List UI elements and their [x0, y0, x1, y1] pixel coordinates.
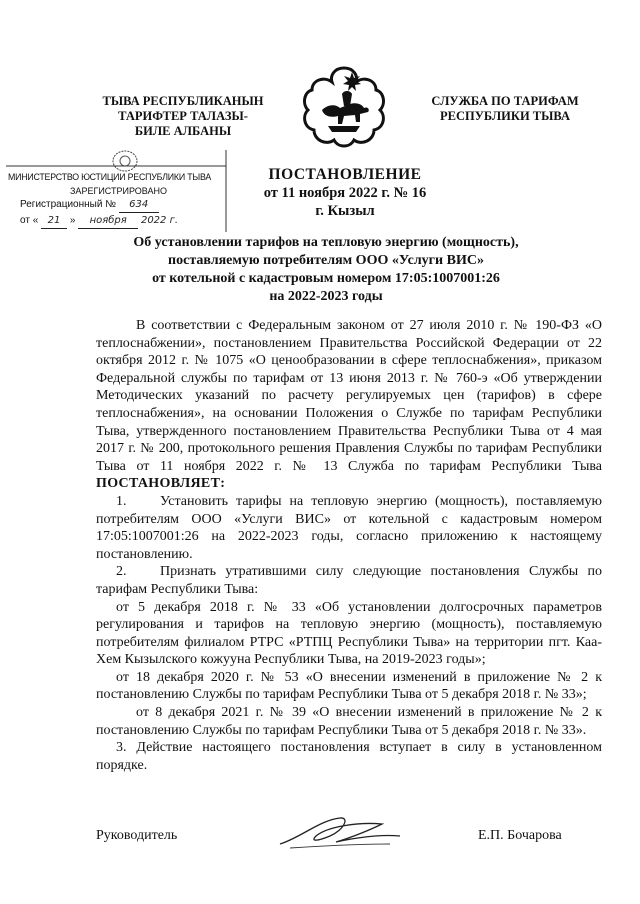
signature-icon [270, 808, 410, 854]
item-2 [96, 563, 602, 598]
header-left-line: БИЛЕ АЛБАНЫ [134, 124, 232, 138]
preamble-paragraph [96, 317, 602, 493]
stamp-reg-line [20, 198, 159, 213]
stamp-date-month: ноября [78, 214, 138, 229]
item-2-sub-2: от 18 декабря 2020 г. № 53 «О внесении изменений в приложение № 2 к постановлению Службы по тарифам Республики Тыва от 5 декабря 2018 г. № 33»; [96, 669, 602, 703]
decree-date: от 11 ноября 2022 г. № 16 [263, 185, 427, 201]
item-1 [96, 493, 602, 563]
stamp-seal-icon [106, 150, 144, 172]
header-left-line: ТАРИФТЕР ТАЛАЗЫ- [118, 109, 248, 123]
stamp-date-day: 21 [41, 214, 67, 229]
header-left-line: ТЫВА РЕСПУБЛИКАНЫН [102, 94, 264, 108]
stamp-date-prefix: от « [20, 215, 39, 226]
registration-stamp [6, 150, 230, 232]
subject-line: поставляемую потребителям ООО «Услуги ВИС» [168, 253, 484, 268]
stamp-date-line [20, 214, 178, 229]
signature-name: Е.П. Бочарова [478, 828, 562, 843]
header-right-org [410, 94, 600, 124]
preamble-resolves: ПОСТАНОВЛЯЕТ: [96, 476, 226, 492]
stamp-top-border [6, 164, 226, 168]
header-left-org [88, 94, 278, 139]
decree-title-block [240, 166, 450, 220]
subject-line: от котельной с кадастровым номером 17:05:1007001:26 [152, 271, 500, 286]
decree-subject [96, 234, 556, 306]
item-1-text: Установить тарифы на тепловую энергию (мощность), поставляемую потребителям ООО «Услуги ВИС» от котельной с кадастровым номером 17:05:1007001:26 на 2022-2023 годы, согласно приложению к настоящему постановлению. [96, 493, 602, 562]
item-2-number: 2. [116, 564, 127, 580]
item-2-sub-3: от 8 декабря 2021 г. № 39 «О внесении изменений в приложение № 2 к постановлению Службы по тарифам Республики Тыва от 5 декабря 2018 г. № 33». [96, 705, 602, 738]
header-right-line: СЛУЖБА ПО ТАРИФАМ [431, 94, 579, 108]
emblem-icon [298, 60, 390, 152]
subject-line: Об установлении тарифов на тепловую энергию (мощность), [133, 235, 519, 250]
item-3: 3. Действие настоящего постановления вступает в силу в установленном порядке. [96, 740, 602, 773]
header-right-line: РЕСПУБЛИКИ ТЫВА [440, 109, 570, 123]
preamble-text: В соответствии с Федеральным законом от 27 июля 2010 г. № 190-ФЗ «О теплоснабжении», постановлением Правительства Российской Федерации от 22 октября 2012 г. № 1075 «О ценообразовании в сфере теплоснабжения», приказом Федеральной службы по тарифам от 13 июня 2013 г. № 760-э «Об утверждении Методических указаний по расчету регулируемых цен (тарифов) в сфере теплоснабжения», на основании Положения о Службе по тарифам Республики Тыва, утвержденного постановлением Правительства Республики Тыва от 4 мая 2017 г. № 200, протокольного решения Правления Службы по тарифам Республики Тыва от 11 ноября 2022 г. № 13 Служба по тарифам Республики Тыва [96, 318, 602, 474]
stamp-registered: ЗАРЕГИСТРИРОВАНО [70, 186, 167, 196]
stamp-border [222, 150, 230, 232]
stamp-reg-label: Регистрационный № [20, 199, 116, 210]
item-2-sub-1: от 5 декабря 2018 г. № 33 «Об установлении долгосрочных параметров регулирования и тарифов на тепловую энергию (мощность), поставляемую потребителям филиалом РТРС «РТПЦ Республики Тыва» на территории пгт. Каа-Хем Кызылского кожууна Республики Тыва, на 2019-2023 годы»; [96, 599, 602, 668]
item-1-number: 1. [116, 493, 127, 509]
stamp-date-mid: » [69, 215, 76, 226]
subject-line: на 2022-2023 годы [269, 289, 383, 304]
stamp-ministry: МИНИСТЕРСТВО ЮСТИЦИИ РЕСПУБЛИКИ ТЫВА [8, 172, 211, 182]
stamp-reg-number: 634 [119, 198, 159, 213]
signature-role: Руководитель [96, 828, 178, 843]
decree-body [96, 317, 602, 774]
stamp-date-year: 2022 г. [140, 215, 179, 226]
item-2-text: Признать утратившими силу следующие постановления Службы по тарифам Республики Тыва: [96, 564, 602, 597]
decree-title: ПОСТАНОВЛЕНИЕ [268, 166, 422, 183]
decree-city: г. Кызыл [315, 203, 375, 219]
